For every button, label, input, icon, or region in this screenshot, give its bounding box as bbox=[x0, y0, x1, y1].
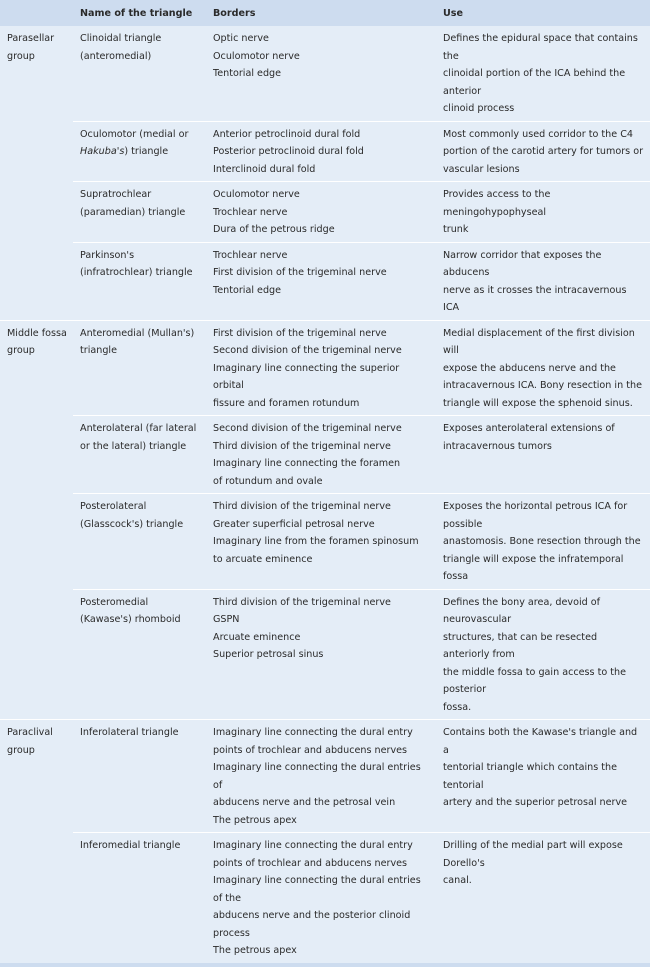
border-line: Oculomotor nerve bbox=[213, 189, 300, 200]
border-line: The petrous apex bbox=[213, 945, 297, 956]
borders-cell bbox=[206, 494, 436, 590]
border-line: Imaginary line connecting the dural entry bbox=[213, 727, 413, 738]
border-line: Anterior petroclinoid dural fold bbox=[213, 128, 361, 140]
triangle-name-cell bbox=[73, 720, 206, 833]
triangle-name-line: Posteromedial bbox=[80, 596, 149, 608]
border-line: abducens nerve and the petrosal vein bbox=[213, 797, 396, 808]
border-line: Trochlear nerve bbox=[213, 206, 288, 218]
use-line: intracavernous ICA. Bony resection in the bbox=[443, 380, 642, 391]
border-line: fissure and foramen rotundum bbox=[213, 397, 360, 409]
borders-cell bbox=[206, 182, 436, 243]
border-line: points of trochlear and abducens nerves bbox=[213, 744, 408, 756]
border-line: Superior petrosal sinus bbox=[213, 649, 324, 660]
table-row bbox=[0, 494, 650, 590]
border-line: Imaginary line connecting the foramen bbox=[213, 458, 401, 469]
borders-cell bbox=[206, 320, 436, 416]
triangle-name-cell bbox=[73, 121, 206, 182]
use-line: intracavernous tumors bbox=[443, 440, 552, 452]
header-name: Name of the triangle bbox=[80, 7, 193, 19]
use-line: vascular lesions bbox=[443, 163, 520, 175]
group-label-line: group bbox=[7, 50, 35, 62]
borders-cell bbox=[206, 416, 436, 494]
table-header-row bbox=[0, 0, 650, 26]
triangle-name-line: Parkinson's bbox=[80, 249, 135, 261]
group-label bbox=[0, 720, 73, 963]
border-line: Third division of the trigeminal nerve bbox=[213, 440, 391, 452]
triangle-name-cell bbox=[73, 182, 206, 243]
group-label bbox=[0, 26, 73, 320]
border-line: Optic nerve bbox=[213, 33, 269, 44]
border-line: Imaginary line connecting the dural entry bbox=[213, 840, 413, 851]
border-line: Interclinoid dural fold bbox=[213, 163, 316, 175]
use-line: Most commonly used corridor to the C4 bbox=[443, 128, 634, 140]
triangle-name-line: (Kawase's) rhomboid bbox=[80, 614, 181, 625]
use-cell bbox=[436, 589, 650, 720]
border-line: GSPN bbox=[213, 614, 240, 625]
triangle-name-line: (infratrochlear) triangle bbox=[80, 267, 193, 278]
border-line: points of trochlear and abducens nerves bbox=[213, 857, 408, 869]
use-line: clinoid process bbox=[443, 103, 515, 114]
use-line: Medial displacement of the first division will bbox=[443, 327, 635, 356]
group-label-line: Parasellar bbox=[7, 33, 55, 44]
border-line: Dura of the petrous ridge bbox=[213, 224, 335, 235]
table-row bbox=[0, 182, 650, 243]
use-line: the middle fossa to gain access to the posterior bbox=[443, 666, 627, 695]
use-line: Exposes the horizontal petrous ICA for possible bbox=[443, 501, 628, 530]
triangle-name-line: Inferolateral triangle bbox=[80, 727, 179, 738]
triangle-name-line: Posterolateral bbox=[80, 501, 147, 512]
border-line: of rotundum and ovale bbox=[213, 475, 323, 487]
table-row bbox=[0, 589, 650, 720]
table-row bbox=[0, 720, 650, 833]
triangle-name-cell bbox=[73, 320, 206, 416]
header-borders: Borders bbox=[213, 7, 256, 19]
table-row bbox=[0, 833, 650, 963]
use-line: fossa. bbox=[443, 701, 472, 713]
borders-cell bbox=[206, 242, 436, 320]
use-cell bbox=[436, 416, 650, 494]
use-line: Contains both the Kawase's triangle and a bbox=[443, 727, 638, 756]
triangle-name-cell bbox=[73, 589, 206, 720]
border-line: Trochlear nerve bbox=[213, 249, 288, 261]
use-line: nerve as it crosses the intracavernous ICA bbox=[443, 284, 627, 313]
triangle-name-line: (anteromedial) bbox=[80, 50, 152, 62]
border-line: First division of the trigeminal nerve bbox=[213, 327, 387, 339]
use-line: triangle will expose the sphenoid sinus. bbox=[443, 397, 633, 409]
use-line: trunk bbox=[443, 224, 469, 235]
border-line: Imaginary line from the foramen spinosum bbox=[213, 536, 419, 547]
border-line: Greater superficial petrosal nerve bbox=[213, 518, 375, 530]
border-line: Tentorial edge bbox=[213, 284, 282, 296]
use-line: expose the abducens nerve and the bbox=[443, 362, 616, 374]
border-line: Second division of the trigeminal nerve bbox=[213, 345, 402, 356]
group-label-line: group bbox=[7, 345, 35, 356]
use-line: canal. bbox=[443, 875, 472, 886]
border-line: Second division of the trigeminal nerve bbox=[213, 423, 402, 434]
use-cell bbox=[436, 833, 650, 963]
use-cell bbox=[436, 121, 650, 182]
triangle-name-cell bbox=[73, 26, 206, 121]
header-group bbox=[0, 0, 73, 26]
triangle-name-line: (Glasscock's) triangle bbox=[80, 518, 184, 530]
border-line: First division of the trigeminal nerve bbox=[213, 267, 387, 278]
border-line: Imaginary line connecting the dural entries of the bbox=[213, 875, 421, 904]
use-line: triangle will expose the infratemporal fossa bbox=[443, 553, 624, 582]
group-label-line: Paraclival bbox=[7, 727, 53, 738]
use-line: anastomosis. Bone resection through the bbox=[443, 536, 641, 547]
use-cell bbox=[436, 320, 650, 416]
triangle-name-line: Anterolateral (far lateral bbox=[80, 423, 197, 434]
use-line: Exposes anterolateral extensions of bbox=[443, 423, 615, 434]
group-label-line: group bbox=[7, 744, 35, 756]
triangle-name-cell bbox=[73, 833, 206, 963]
use-line: Defines the epidural space that contains the bbox=[443, 33, 638, 62]
triangle-name-line: Hakuba's) triangle bbox=[80, 146, 169, 157]
use-line: portion of the carotid artery for tumors or bbox=[443, 146, 644, 157]
border-line: Third division of the trigeminal nerve bbox=[213, 501, 391, 512]
use-cell bbox=[436, 26, 650, 121]
border-line: Imaginary line connecting the dural entries of bbox=[213, 762, 421, 791]
border-line: Oculomotor nerve bbox=[213, 50, 300, 62]
table-row bbox=[0, 242, 650, 320]
borders-cell bbox=[206, 26, 436, 121]
border-line: The petrous apex bbox=[213, 814, 297, 826]
table-row bbox=[0, 320, 650, 416]
use-line: artery and the superior petrosal nerve bbox=[443, 797, 628, 808]
use-cell bbox=[436, 182, 650, 243]
table-body bbox=[0, 26, 650, 963]
triangle-name-cell bbox=[73, 416, 206, 494]
borders-cell bbox=[206, 121, 436, 182]
triangle-name-line: or the lateral) triangle bbox=[80, 440, 187, 452]
table-bottom-rule bbox=[0, 963, 650, 967]
use-line: structures, that can be resected anteriorly from bbox=[443, 631, 598, 660]
table-row bbox=[0, 121, 650, 182]
borders-cell bbox=[206, 720, 436, 833]
use-cell bbox=[436, 242, 650, 320]
border-line: Arcuate eminence bbox=[213, 631, 301, 643]
triangle-name-line: triangle bbox=[80, 345, 117, 356]
triangle-name-line: Inferomedial triangle bbox=[80, 840, 181, 851]
use-line: Defines the bony area, devoid of neurovascular bbox=[443, 596, 601, 625]
header-use: Use bbox=[443, 7, 464, 19]
border-line: Tentorial edge bbox=[213, 68, 282, 79]
borders-cell bbox=[206, 833, 436, 963]
group-label-line: Middle fossa bbox=[7, 327, 67, 339]
use-line: Narrow corridor that exposes the abducens bbox=[443, 249, 602, 278]
group-label bbox=[0, 320, 73, 720]
use-line: tentorial triangle which contains the tentorial bbox=[443, 762, 618, 791]
use-cell bbox=[436, 720, 650, 833]
border-line: Third division of the trigeminal nerve bbox=[213, 596, 391, 608]
border-line: Imaginary line connecting the superior orbital bbox=[213, 362, 400, 391]
triangle-name-line: Clinoidal triangle bbox=[80, 33, 162, 44]
use-line: Drilling of the medial part will expose Dorello's bbox=[443, 840, 623, 869]
borders-cell bbox=[206, 589, 436, 720]
use-cell bbox=[436, 494, 650, 590]
use-line: clinoidal portion of the ICA behind the anterior bbox=[443, 68, 626, 97]
border-line: Posterior petroclinoid dural fold bbox=[213, 146, 364, 157]
table-row bbox=[0, 26, 650, 121]
triangle-name-cell bbox=[73, 242, 206, 320]
triangle-name-line: Oculomotor (medial or bbox=[80, 128, 189, 140]
use-line: Provides access to the meningohypophyseal bbox=[443, 189, 551, 218]
triangle-name-cell bbox=[73, 494, 206, 590]
triangle-name-line: (paramedian) triangle bbox=[80, 206, 186, 218]
border-line: to arcuate eminence bbox=[213, 553, 313, 565]
triangle-name-line: Supratrochlear bbox=[80, 189, 152, 200]
triangle-name-line: Anteromedial (Mullan's) bbox=[80, 327, 195, 339]
table-row bbox=[0, 416, 650, 494]
border-line: abducens nerve and the posterior clinoid process bbox=[213, 910, 411, 939]
